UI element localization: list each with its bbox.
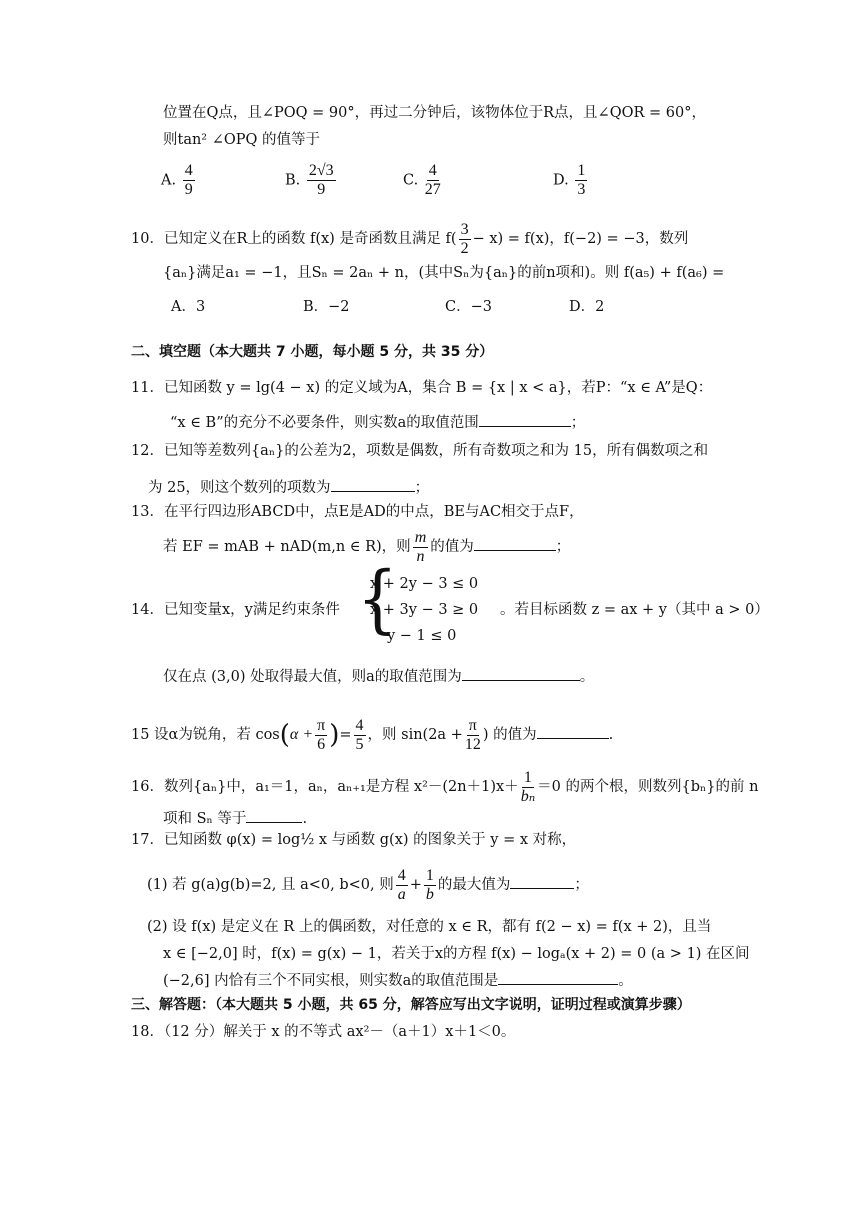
q17-line-1: 17．已知函数 φ(x) = log½ x 与函数 g(x) 的图象关于 y = x 对称， [131,832,577,848]
q16-line-1: 16．数列{aₙ}中，a₁＝1，aₙ，aₙ₊₁是方程 x²－(2n＋1)x＋ $\frac{1}{\text{bₙ}}$ ＝0 的两个根，则数列{bₙ}的前 n [131,768,759,805]
q9-option-d: D. $\frac{1}{3}$ [553,162,586,198]
q14-lead: 14．已知变量x，y满足约束条件 [131,602,340,618]
q11-line-2: “x ∈ B”的充分不必要条件，则实数a的取值范围 ； [170,412,585,433]
q14-line-2: 仅在点 (3,0) 处取得最大值，则a的取值范围为 。 [163,666,594,687]
q12-line-2: 为 25，则这个数列的项数为 ； [148,477,429,498]
q17-part-2-line-3: (−2,6] 内恰有三个不同实根，则实数a的取值范围是 。 [163,970,633,991]
q17-part-1: (1) 若 g(a)g(b)=2, 且 a<0, b<0, 则 $\frac{4}{a}$ + $\frac{1}{b}$ 的最大值为 ； [147,866,589,903]
constraint-brace: { [357,557,398,643]
q17-2-answer-blank[interactable] [498,970,618,985]
q16-answer-blank[interactable] [246,808,302,823]
q13-line-2: 若 EF = mAB + nAD(m,n ∈ R)，则 $\frac{m}{n}$ 的值为 ； [163,528,571,565]
q15-answer-blank[interactable] [537,724,609,739]
section-3-heading: 三、解答题：（本大题共 5 小题，共 65 分，解答应写出文字说明，证明过程或演算步骤） [131,997,691,1013]
q9-option-c: C. $\frac{4}{27}$ [403,162,441,198]
q12-line-1: 12．已知等差数列{aₙ}的公差为2，项数是偶数，所有奇数项之和为 15，所有偶数项之和 [131,443,709,459]
q11-line-1: 11．已知函数 y = lg(4 − x) 的定义域为A，集合 B = {x | x < a}，若P：“x ∈ A”是Q： [131,380,713,396]
q17-part-2-line-1: (2) 设 f(x) 是定义在 R 上的偶函数，对任意的 x ∈ R，都有 f(2 − x) = f(x + 2)，且当 [147,919,712,935]
q13-answer-blank[interactable] [474,536,556,551]
q10-line-1: 10．已知定义在R上的函数 f(x) 是奇函数且满足 f( $\frac{3}{2}$ − x) = f(x)，f(−2) = −3，数列 [131,220,689,257]
section-2-heading: 二、填空题（本大题共 7 小题，每小题 5 分，共 35 分） [131,344,494,360]
q9-option-b: B. $\frac{2√3}{9}$ [285,162,334,198]
q10-option-d: D．2 [569,299,605,315]
q15-line: 15 设α为锐角，若 cos(α + $\frac{\pi}{6}$ )= $\frac{4}{5}$ ，则 sin(2a + $\frac{\pi}{12}$ ) 的值为 . [131,716,614,753]
q9-line-1: 位置在Q点，且∠POQ = 90°，再过二分钟后，该物体位于R点，且∠QOR = 60°， [163,105,706,121]
q9-option-a: A. $\frac{4}{9}$ [161,162,193,198]
q14-tail: 。若目标函数 z = ax + y（其中 a > 0） [500,602,769,618]
q14-constraint-2: x + 3y − 3 ≥ 0 [370,602,479,618]
q11-answer-blank[interactable] [479,412,571,427]
q10-option-b: B．−2 [303,299,350,315]
q16-line-2: 项和 Sₙ 等于 . [163,808,307,829]
q18-line: 18．（12 分）解关于 x 的不等式 ax²－（a＋1）x＋1＜0。 [131,1024,516,1040]
q10-line-2: {aₙ}满足a₁ = −1，且Sₙ = 2aₙ + n，(其中Sₙ为{aₙ}的前n项和)。则 f(a₅) + f(a₆) = [163,265,725,281]
q14-answer-blank[interactable] [462,666,580,681]
q17-1-answer-blank[interactable] [510,874,574,889]
q14-constraint-3: y − 1 ≤ 0 [387,628,457,644]
q17-part-2-line-2: x ∈ [−2,0] 时，f(x) = g(x) − 1，若关于x的方程 f(x) − logₐ(x + 2) = 0 (a > 1) 在区间 [163,946,750,962]
q14-constraint-1: x + 2y − 3 ≤ 0 [370,576,479,592]
q10-option-a: A．3 [171,299,206,315]
q13-line-1: 13．在平行四边形ABCD中，点E是AD的中点，BE与AC相交于点F， [131,504,584,520]
q12-answer-blank[interactable] [331,477,415,492]
q10-option-c: C．−3 [445,299,492,315]
q9-line-2: 则tan² ∠OPQ 的值等于 [163,132,321,148]
